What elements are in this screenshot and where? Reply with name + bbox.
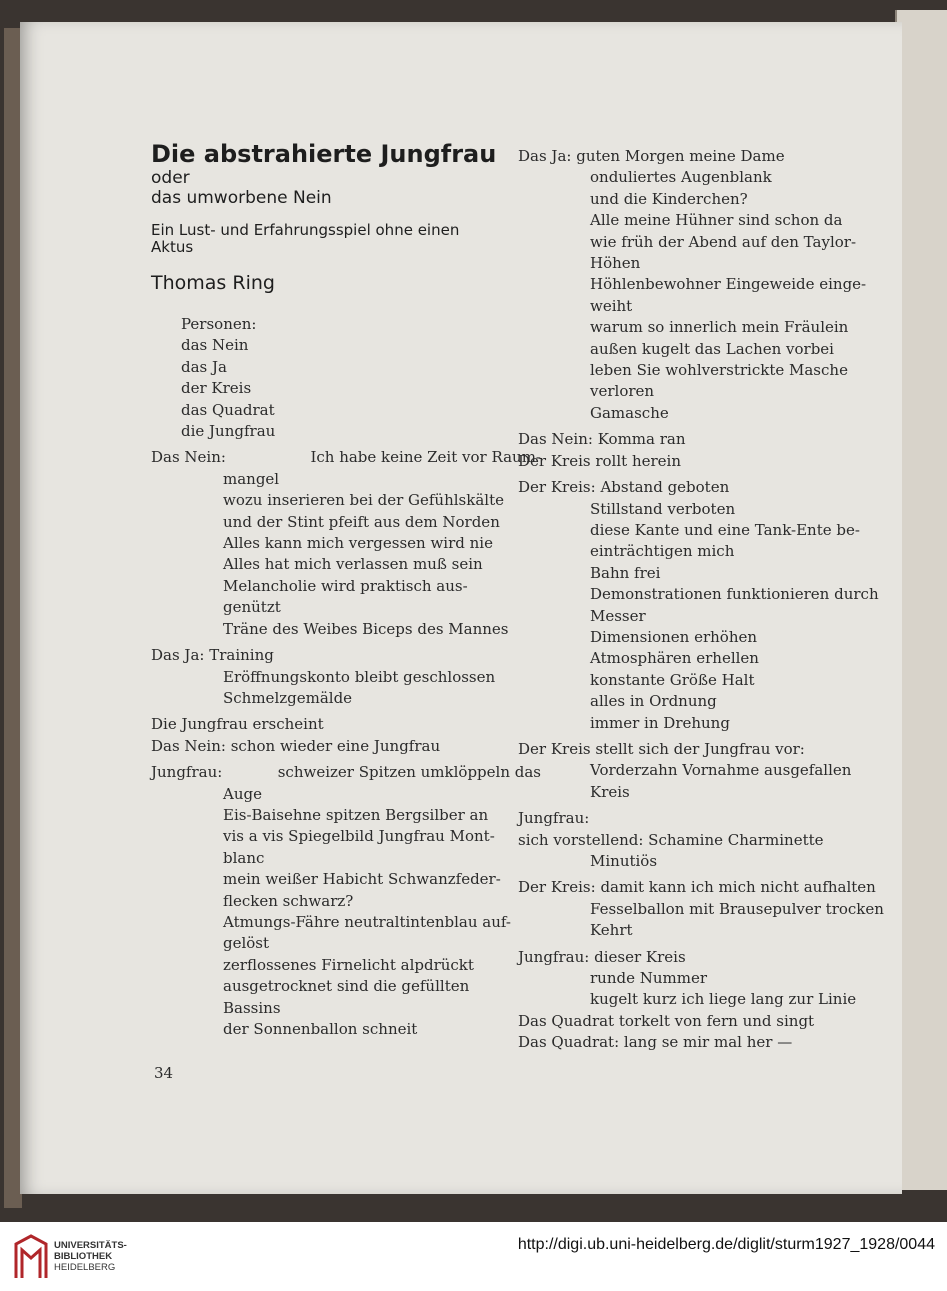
speech-line: lang se mir mal her — bbox=[623, 1033, 793, 1052]
cast-item: das Quadrat bbox=[181, 400, 275, 419]
speech-line: und der Stint pfeift aus dem Norden bbox=[223, 512, 500, 531]
speech-line: Minutiös bbox=[590, 852, 658, 870]
library-name-line: HEIDELBERG bbox=[54, 1262, 116, 1273]
speech-line: onduliertes Augenblank bbox=[590, 168, 772, 187]
speech-line: außen kugelt das Lachen vorbei bbox=[590, 339, 834, 358]
speech-line: Bahn frei bbox=[590, 563, 661, 582]
speech-line: Bassins bbox=[223, 998, 281, 1017]
cast-list bbox=[151, 314, 541, 442]
speech-line: Auge bbox=[223, 784, 262, 803]
book-page bbox=[20, 22, 902, 1194]
speech-line: Alles kann mich vergessen wird nie bbox=[223, 534, 493, 553]
speech-line: Höhen bbox=[590, 254, 641, 273]
play-title: Die abstrahierte Jungfrau bbox=[151, 140, 497, 168]
speech-block bbox=[151, 645, 541, 709]
speech-line: alles in Ordnung bbox=[590, 692, 717, 711]
speech-line: Gamasche bbox=[590, 403, 669, 422]
tagline-line-2: Aktus bbox=[151, 238, 194, 256]
speech-block bbox=[518, 739, 913, 803]
cast-item: das Ja bbox=[181, 357, 227, 376]
speech-line: leben Sie wohlverstrickte Masche bbox=[590, 361, 848, 380]
footer-bar bbox=[0, 1222, 947, 1291]
tagline-line-1: Ein Lust- und Erfahrungsspiel ohne einen bbox=[151, 221, 460, 239]
speech-line: Eröffnungskonto bleibt geschlossen bbox=[223, 667, 496, 686]
stage-direction: Der Kreis stellt sich der Jungfrau vor: bbox=[518, 739, 805, 758]
speech-line: mangel bbox=[223, 469, 280, 488]
speech-line: genützt bbox=[223, 598, 281, 617]
speech-line: Demonstrationen funktionieren durch bbox=[590, 585, 879, 604]
speaker-name: Jungfrau: bbox=[518, 947, 590, 966]
speech-line: Schmelzgemälde bbox=[223, 688, 353, 707]
speech-line: mein weißer Habicht Schwanzfeder- bbox=[223, 870, 501, 889]
speech-line: Komma ran bbox=[597, 430, 686, 449]
speech-block bbox=[151, 447, 541, 640]
cast-item: die Jungfrau bbox=[181, 422, 276, 441]
speaker-name: Das Nein: bbox=[518, 430, 593, 449]
speech-line: gelöst bbox=[223, 934, 270, 953]
speech-line: und die Kinderchen? bbox=[590, 189, 748, 208]
speech-line: runde Nummer bbox=[590, 969, 708, 988]
speaker-name: Das Nein: bbox=[151, 448, 226, 467]
speech-line: Vorderzahn Vornahme ausgefallen bbox=[590, 761, 852, 780]
stage-direction: Die Jungfrau erscheint bbox=[151, 715, 324, 734]
author-name: Thomas Ring bbox=[151, 272, 275, 294]
speech-line: immer in Drehung bbox=[590, 713, 730, 732]
page-number: 34 bbox=[154, 1064, 174, 1082]
speech-block bbox=[518, 477, 913, 734]
speech-line: Messer bbox=[590, 606, 646, 625]
speaker-name: Das Quadrat: bbox=[518, 1033, 620, 1052]
speech-line: zerflossenes Firnelicht alpdrückt bbox=[223, 955, 474, 974]
speech-line: Dimensionen erhöhen bbox=[590, 627, 758, 646]
speech-line: wozu inserieren bei der Gefühlskälte bbox=[223, 491, 504, 510]
speech-line: der Sonnenballon schneit bbox=[223, 1020, 418, 1038]
speech-line: diese Kante und eine Tank-Ente be- bbox=[590, 520, 860, 539]
speaker-name: Das Ja: bbox=[518, 147, 572, 165]
library-name bbox=[54, 1240, 127, 1273]
speaker-name: Jungfrau: bbox=[518, 809, 590, 828]
library-name-line: BIBLIOTHEK bbox=[54, 1251, 113, 1262]
right-column bbox=[518, 146, 913, 1054]
speech-line: Atmosphären erhellen bbox=[590, 649, 759, 668]
speech-block bbox=[151, 762, 541, 1040]
speech-block bbox=[518, 429, 913, 472]
speech-line: Alles hat mich verlassen muß sein bbox=[223, 555, 483, 574]
cast-item: das Nein bbox=[181, 336, 249, 355]
speech-line: flecken schwarz? bbox=[223, 891, 354, 910]
speech-line: ausgetrocknet sind die gefüllten bbox=[223, 977, 470, 996]
speech-line: schon wieder eine Jungfrau bbox=[230, 736, 441, 755]
speech-line: Kehrt bbox=[590, 921, 633, 940]
speech-line: Fesselballon mit Brausepulver trocken bbox=[590, 899, 884, 918]
stage-direction: Das Quadrat torkelt von fern und singt bbox=[518, 1011, 815, 1030]
speaker-name: Der Kreis: bbox=[518, 878, 596, 897]
stage-direction-block bbox=[151, 714, 541, 757]
stage-direction: sich vorstellend: bbox=[518, 830, 644, 849]
library-name-line: UNIVERSITÄTS- bbox=[54, 1240, 127, 1251]
speech-line: kugelt kurz ich liege lang zur Linie bbox=[590, 990, 857, 1009]
speaker-name: Das Ja: bbox=[151, 646, 205, 665]
speech-line: wie früh der Abend auf den Taylor- bbox=[590, 232, 857, 251]
library-logo-icon[interactable] bbox=[14, 1234, 48, 1280]
speech-line: vis a vis Spiegelbild Jungfrau Mont- bbox=[223, 827, 495, 846]
speech-line: damit kann ich mich nicht aufhalten bbox=[600, 878, 876, 897]
speech-line: Training bbox=[209, 646, 274, 665]
speech-line: guten Morgen meine Dame bbox=[576, 147, 785, 165]
speech-block bbox=[518, 877, 913, 941]
speech-block bbox=[518, 808, 913, 872]
cast-item: der Kreis bbox=[181, 379, 252, 398]
stage-direction: Der Kreis rollt herein bbox=[518, 451, 681, 470]
speech-line: Alle meine Hühner sind schon da bbox=[590, 211, 843, 230]
speech-line: blanc bbox=[223, 848, 265, 867]
speech-line: Ich habe keine Zeit vor Raum- bbox=[310, 448, 541, 467]
speech-line: dieser Kreis bbox=[594, 947, 686, 966]
subtitle-line-2: das umworbene Nein bbox=[151, 188, 332, 208]
speech-line: Höhlenbewohner Eingeweide einge- bbox=[590, 275, 867, 294]
speech-line: Melancholie wird praktisch aus- bbox=[223, 576, 468, 595]
speech-block bbox=[518, 947, 913, 1054]
speech-line: einträchtigen mich bbox=[590, 542, 735, 561]
source-url-link[interactable]: http://digi.ub.uni-heidelberg.de/diglit/sturm1927_1928/0044 bbox=[517, 1236, 935, 1253]
speech-line: Abstand geboten bbox=[600, 478, 730, 497]
left-column bbox=[151, 140, 541, 1040]
speech-line: Träne des Weibes Biceps des Mannes bbox=[223, 619, 509, 638]
speech-line: Atmungs-Fähre neutraltintenblau auf- bbox=[223, 912, 511, 931]
subtitle-line-1: oder bbox=[151, 168, 190, 188]
speech-line: Schamine Charminette bbox=[648, 830, 824, 849]
cast-heading: Personen: bbox=[181, 315, 257, 333]
speech-line: schweizer Spitzen umklöppeln das bbox=[277, 763, 541, 782]
speech-line: Eis-Baisehne spitzen Bergsilber an bbox=[223, 805, 489, 824]
speech-block bbox=[518, 146, 913, 424]
speech-line: verloren bbox=[590, 382, 655, 401]
speaker-name: Das Nein: bbox=[151, 736, 226, 755]
speaker-name: Jungfrau: bbox=[151, 763, 223, 782]
speaker-name: Der Kreis: bbox=[518, 478, 596, 497]
speech-line: warum so innerlich mein Fräulein bbox=[590, 318, 849, 337]
speech-line: Stillstand verboten bbox=[590, 499, 736, 518]
speech-line: Kreis bbox=[590, 782, 630, 801]
speech-line: weiht bbox=[590, 296, 633, 315]
speech-line: konstante Größe Halt bbox=[590, 670, 755, 689]
